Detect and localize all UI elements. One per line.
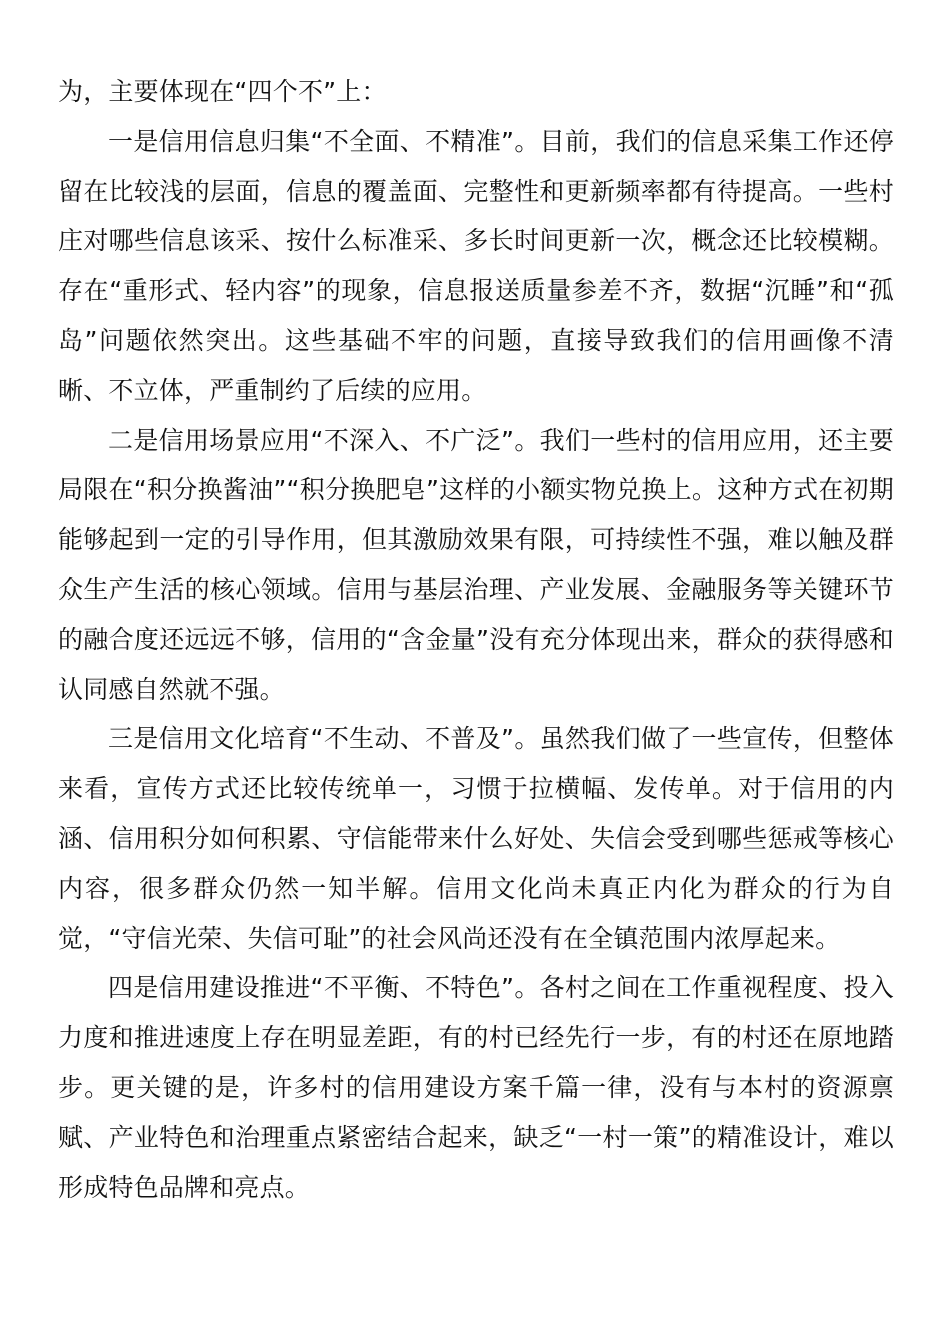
point-1-paragraph: 一是信用信息归集“不全面、不精准”。目前，我们的信息采集工作还停留在比较浅的层面，信息的覆盖面、完整性和更新频率都有待提高。一些村庄对哪些信息该采、按什么标准采、多长时间更新一次，概念还比较模糊。存在“重形式、轻内容”的现象，信息报送质量参差不齐，数据“沉睡”和“孤岛”问题依然突出。这些基础不牢的问题，直接导致我们的信用画像不清晰、不立体，严重制约了后续的应用。 bbox=[58, 126, 894, 405]
point-3-paragraph: 三是信用文化培育“不生动、不普及”。虽然我们做了一些宣传，但整体来看，宣传方式还比较传统单一，习惯于拉横幅、发传单。对于信用的内涵、信用积分如何积累、守信能带来什么好处、失信会受到哪些惩戒等核心内容，很多群众仍然一知半解。信用文化尚未真正内化为群众的行为自觉，“守信光荣、失信可耻”的社会风尚还没有在全镇范围内浓厚起来。 bbox=[58, 724, 894, 953]
point-4-paragraph: 四是信用建设推进“不平衡、不特色”。各村之间在工作重视程度、投入力度和推进速度上存在明显差距，有的村已经先行一步，有的村还在原地踏步。更关键的是，许多村的信用建设方案千篇一律，没有与本村的资源禀赋、产业特色和治理重点紧密结合起来，缺乏“一村一策”的精准设计，难以形成特色品牌和亮点。 bbox=[58, 973, 894, 1202]
intro-paragraph: 为，主要体现在“四个不”上： bbox=[58, 77, 387, 106]
point-2-paragraph: 二是信用场景应用“不深入、不广泛”。我们一些村的信用应用，还主要局限在“积分换酱油”“积分换肥皂”这样的小额实物兑换上。这种方式在初期能够起到一定的引导作用，但其激励效果有限，可持续性不强，难以触及群众生产生活的核心领域。信用与基层治理、产业发展、金融服务等关键环节的融合度还远远不够，信用的“含金量”没有充分体现出来，群众的获得感和认同感自然就不强。 bbox=[58, 425, 894, 704]
document-page bbox=[58, 67, 894, 1212]
